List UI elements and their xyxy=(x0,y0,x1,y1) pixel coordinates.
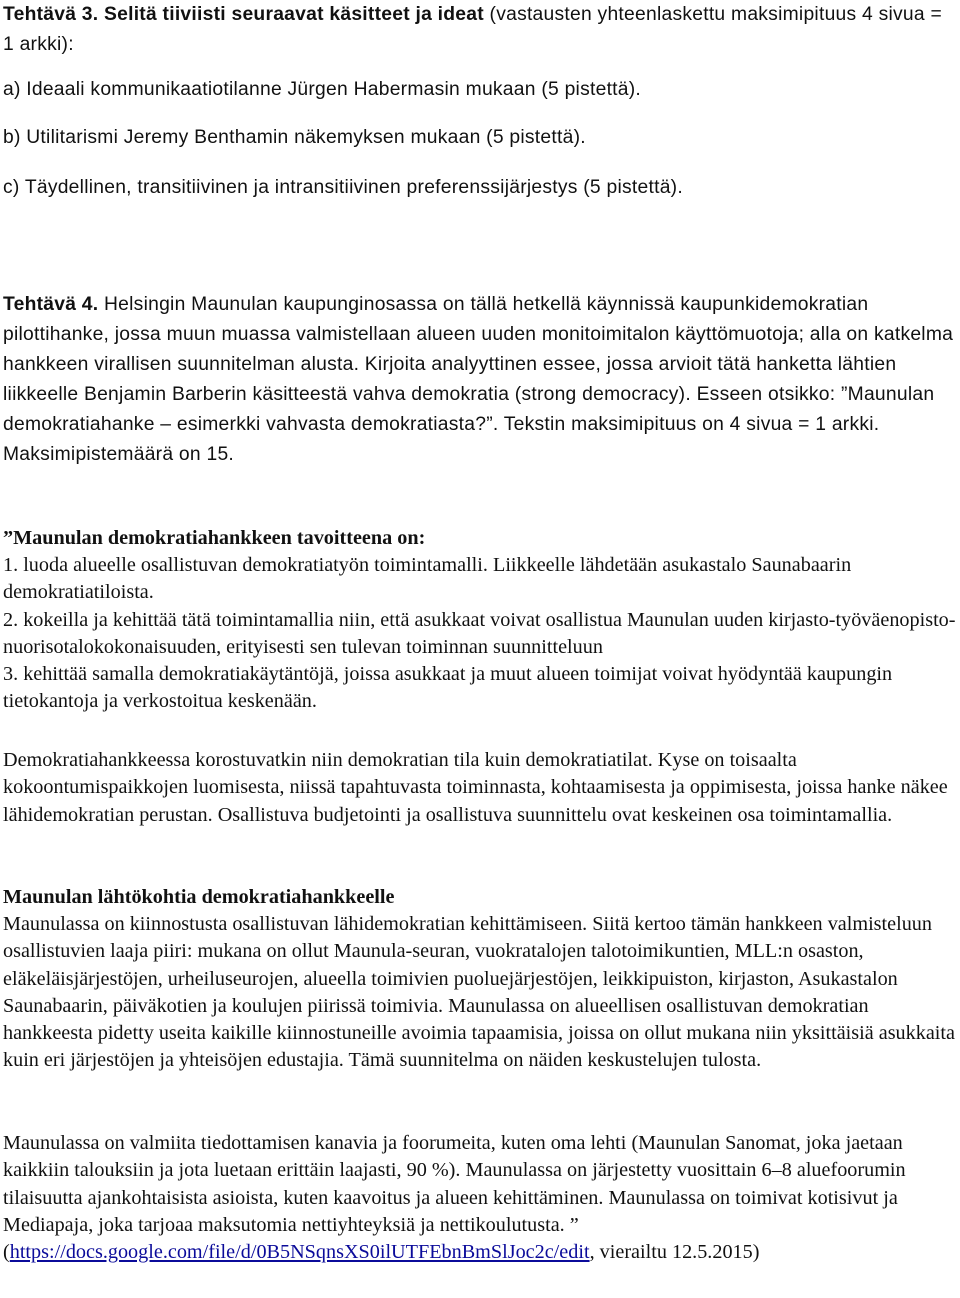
task4-body: Helsingin Maunulan kaupunginosassa on tällä hetkellä käynnissä kaupunkidemokratian pilottihanke, jossa muun muassa valmistellaan alueen uuden monitoimitalon käyttömuotoja; alla on katkelma hankkeen virallisen suunnitelman alusta. Kirjoita analyyttinen essee, jossa arvioit tätä hanketta lähtien liikkeelle Benjamin Barberin käsitteestä vahva demokratia (strong democracy). Esseen otsikko: ”Maunulan demokratiahanke – esimerkki vahvasta demokratiasta?”. Tekstin maksimipituus on 4 sivua = 1 arkki. Maksimipistemäärä on 15. xyxy=(3,294,954,465)
section-heading xyxy=(3,884,394,911)
excerpt-heading-text: ”Maunulan demokratiahankkeen tavoitteena on: xyxy=(3,527,426,549)
source-link[interactable]: https://docs.google.com/file/d/0B5NSqnsXS0ilUTFEbnBmSlJoc2c/edit xyxy=(9,1241,590,1264)
goal-item-1: 1. luoda alueelle osallistuvan demokratiatyön toimintamalli. Liikkeelle lähdetään asukastalo Saunabaarin demokratiatiloista. xyxy=(3,554,852,604)
task4-paragraph xyxy=(3,290,957,470)
paragraph-interest: Maunulassa on kiinnostusta osallistuvan lähidemokratian kehittämiseen. Siitä kertoo tämän hankkeen valmisteluun osallistuvien laaja piiri: mukana on ollut Maunula-seuran, vuokratalojen talotoimikuntien, MLL:n osaston, eläkeläisjärjestöjen, urheiluseurojen, alueella toimivien puoluejärjestöjen, leikkipuiston, kirjaston, Asukastalon Saunabaarin, päiväkotien ja koulujen piirissä toimivia. Maunulassa on alueellisen osallistuvan demokratian hankkeesta pidetty useita kaikille kiinnostuneille avoimia tapaamisia, joissa on ollut mukana niin yksittäisiä asukkaita kuin eri järjestöjen ja yhteisöjen edustajia. Tämä suunnitelma on näiden keskustelujen tulosta. xyxy=(3,913,955,1072)
goal-item-3: 3. kehittää samalla demokratiakäytäntöjä, joissa asukkaat ja muut alueen toimijat voivat hyödyntää kaupungin tietokantoja ja verkostoitua keskenään. xyxy=(3,663,893,713)
task3-item-b: b) Utilitarismi Jeremy Benthamin näkemyksen mukaan (5 pistettä). xyxy=(3,127,586,148)
task3-heading: Selitä tiiviisti seuraavat käsitteet ja ideat xyxy=(104,4,484,25)
source-citation xyxy=(3,1239,957,1266)
source-open: ( xyxy=(3,1241,10,1264)
excerpt-heading xyxy=(3,525,425,552)
task3-heading-rest: (vastausten yhteenlaskettu maksimipituus 4 sivua = 1 arkki): xyxy=(3,4,942,55)
task3-item-c: c) Täydellinen, transitiivinen ja intransitiivinen preferenssijärjestys (5 pistettä). xyxy=(3,177,683,198)
paragraph-channels: Maunulassa on valmiita tiedottamisen kanavia ja foorumeita, kuten oma lehti (Maunulan Sanomat, joka jaetaan kaikkiin talouksiin ja jota luetaan erittäin laajasti, 90 %). Maunulassa on järjestetty vuosittain 6–8 aluefoorumin tilaisuutta ajankohtaisista asioista, kuten kaavoitus ja alueen kehittäminen. Maunulassa on toimivat kotisivut ja Mediapaja, joka tarjoaa maksutomia nettiyhteyksiä ja nettikoulutusta. ” xyxy=(3,1132,906,1236)
task4-title: Tehtävä 4. xyxy=(3,294,99,315)
task3-title: Tehtävä 3. xyxy=(3,4,99,25)
goal-list xyxy=(3,552,957,716)
goal-item-2: 2. kokeilla ja kehittää tätä toimintamallia niin, että asukkaat voivat osallistua Maunulan uuden kirjasto-työväenopisto-nuorisotalokokonaisuuden, erityisesti sen tulevan toiminnan suunnitteluun xyxy=(3,608,956,658)
task3-item-a: a) Ideaali kommunikaatiotilanne Jürgen Habermasin mukaan (5 pistettä). xyxy=(3,79,642,100)
section-heading-text: Maunulan lähtökohtia demokratiahankkeelle xyxy=(3,886,395,908)
paragraph-channels-block xyxy=(3,1130,957,1266)
source-close: , vierailtu 12.5.2015) xyxy=(589,1241,760,1264)
task3-intro xyxy=(3,0,957,60)
paragraph-democracy: Demokratiahankkeessa korostuvatkin niin demokratian tila kuin demokratiatilat. Kyse on toisaalta kokoontumispaikkojen luomisesta, niissä tapahtuvasta toiminnasta, kohtaamisesta ja oppimisesta, joissa hanke näkee lähidemokratian perustan. Osallistuva budjetointi ja osallistuva suunnittelu ovat keskeinen osa toimintamallia. xyxy=(3,749,948,826)
